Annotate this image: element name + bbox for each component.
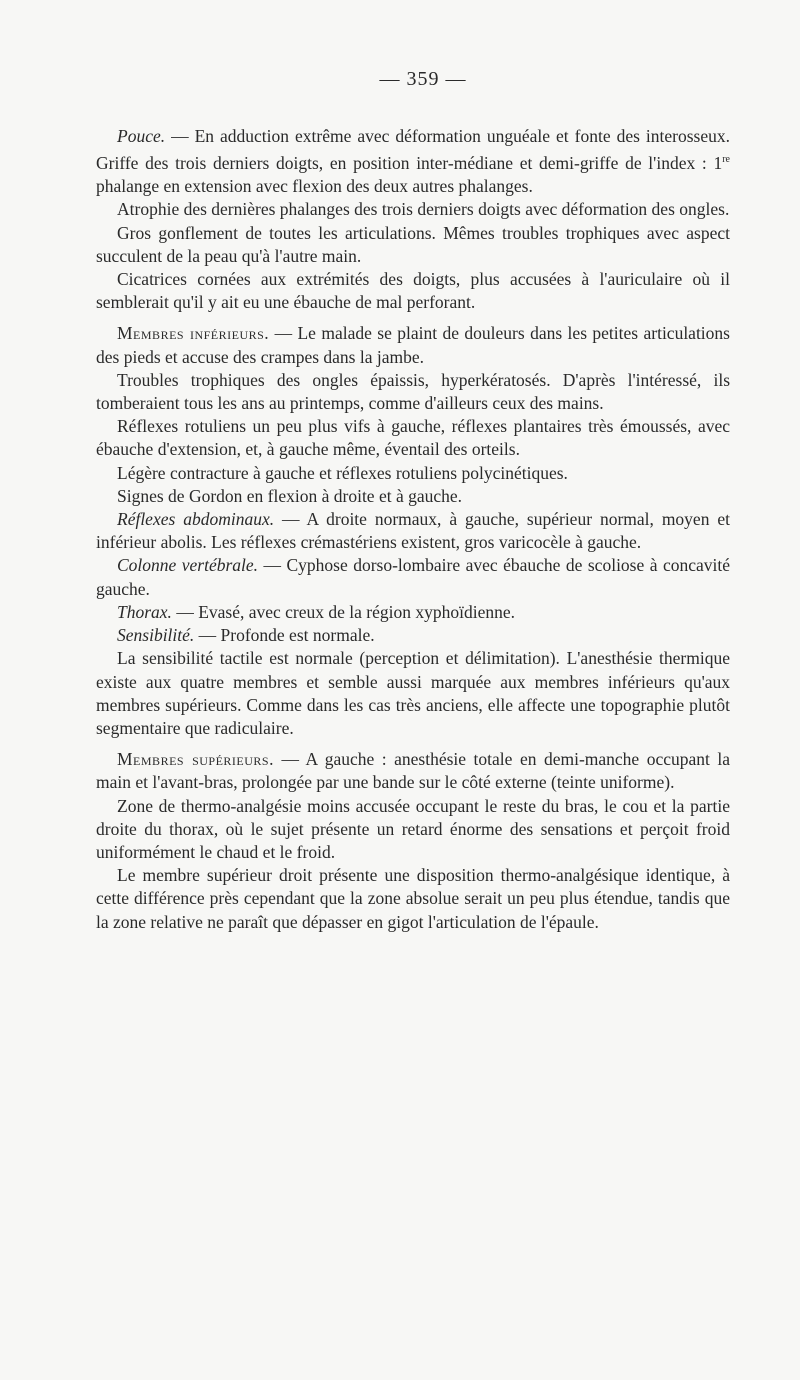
paragraph-membres-inferieurs	[96, 322, 730, 368]
heading-pouce: Pouce.	[117, 126, 166, 146]
paragraph-membres-superieurs	[96, 748, 730, 794]
heading-sensibilite: Sensibilité.	[117, 625, 195, 646]
paragraph-sensibilite	[96, 624, 730, 647]
paragraph-membre-droit: Le membre supérieur droit présente une disposition thermo-analgésique identique, à cette différence près cependant que la zone absolue serait un peu plus étendue, tandis que la zone relative ne paraît que dépasser en gigot l'articulation de l'épaule.	[96, 865, 730, 932]
paragraph-text: — A gauche : anesthésie totale en demi-manche occupant la main et l'avant-bras, prolongée par une bande sur le côté externe (teinte uniforme).	[96, 749, 731, 793]
heading-reflexes-abdominaux: Réflexes abdominaux.	[117, 509, 275, 530]
superscript: re	[722, 154, 730, 166]
heading-membres-inferieurs: Membres inférieurs.	[117, 323, 270, 344]
paragraph-zone-thermo: Zone de thermo-analgésie moins accusée occupant le reste du bras, le cou et la partie droite du thorax, où le sujet présente un retard énorme des sensations et perçoit froid uniformément le chaud et le froid.	[96, 795, 730, 862]
paragraph-colonne	[96, 554, 730, 600]
paragraph-text: — Evasé, avec creux de la région xyphoïdienne.	[171, 601, 515, 622]
paragraph-contracture: Légère contracture à gauche et réflexes rotuliens polycinétiques.	[117, 462, 568, 483]
paragraph-sensibilite-tactile: La sensibilité tactile est normale (perception et délimitation). L'anesthésie thermique existe aux quatre membres et semble aussi marquée aux membres inférieurs qu'aux membres supérieurs. Comme dans les cas très anciens, elle affecte une topographie plutôt segmentaire que radiculaire.	[96, 648, 730, 738]
paragraph-text: — Le malade se plaint de douleurs dans les petites articulations des pieds et accuse des crampes dans la jambe.	[96, 323, 730, 367]
paragraph-cicatrices: Cicatrices cornées aux extrémités des doigts, plus accusées à l'auriculaire où il semblerait qu'il y ait eu une ébauche de mal perforant.	[96, 269, 730, 313]
paragraph-pouce	[96, 125, 730, 198]
paragraph-reflexes-abdominaux	[96, 508, 730, 554]
paragraph-text: — A droite normaux, à gauche, supérieur normal, moyen et inférieur abolis. Les réflexes crémastériens existent, gros varicocèle à gauche.	[96, 509, 731, 553]
paragraph-reflexes-rotuliens: Réflexes rotuliens un peu plus vifs à gauche, réflexes plantaires très émoussés, avec ébauche d'extension, et, à gauche même, éventail des orteils.	[96, 416, 730, 460]
paragraph-gonflement: Gros gonflement de toutes les articulations. Mêmes troubles trophiques avec aspect succulent de la peau qu'à l'autre main.	[96, 222, 730, 266]
paragraph-text: — Cyphose dorso-lombaire avec ébauche de scoliose à concavité gauche.	[96, 555, 730, 599]
paragraph-troubles-trophiques: Troubles trophiques des ongles épaissis, hyperkératosés. D'après l'intéressé, ils tomberaient tous les ans au printemps, comme d'ailleurs ceux des mains.	[96, 369, 730, 414]
paragraph-atrophie: Atrophie des dernières phalanges des trois derniers doigts avec déformation des ongles.	[117, 199, 730, 220]
paragraph-thorax	[96, 601, 730, 624]
body-text	[96, 125, 730, 934]
page-number: — 359 —	[379, 68, 467, 90]
paragraph-gordon: Signes de Gordon en flexion à droite et à gauche.	[117, 485, 463, 506]
heading-colonne: Colonne vertébrale.	[117, 555, 259, 576]
paragraph-text: phalange en extension avec flexion des deux autres phalanges.	[96, 176, 533, 197]
paragraph-text: — En adduction extrême avec déformation unguéale et fonte des interosseux. Griffe des trois derniers doigts, en position inter-médiane et demi-griffe de l'index : 1	[96, 126, 730, 174]
heading-thorax: Thorax.	[117, 601, 172, 622]
paragraph-text: — Profonde est normale.	[194, 625, 375, 646]
heading-membres-superieurs: Membres supérieurs.	[117, 749, 274, 770]
